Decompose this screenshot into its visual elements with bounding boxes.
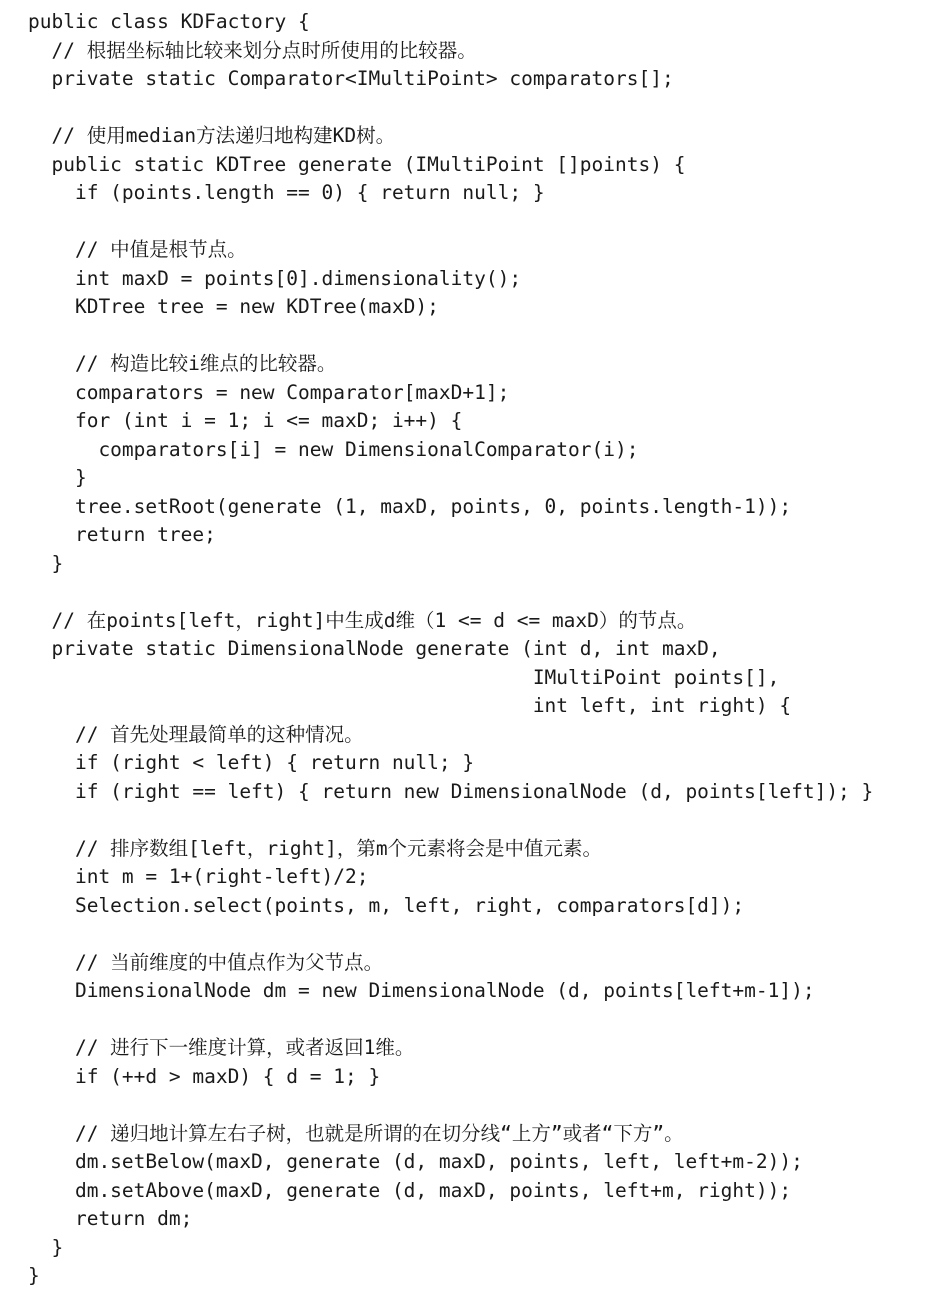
code-line-right-lt-left: if (right < left) { return null; } xyxy=(28,751,475,774)
code-line-close-brace: } xyxy=(28,466,87,489)
code-line-class-close: } xyxy=(28,1264,40,1287)
code-line-set-root: tree.setRoot(generate (1, maxD, points, 0, points.length-1)); xyxy=(28,494,792,518)
code-blank-line xyxy=(28,1006,923,1035)
code-blank-line xyxy=(28,322,923,351)
code-line-selection: Selection.select(points, m, left, right, comparators[d]); xyxy=(28,893,745,917)
code-line-class-decl: public class KDFactory { xyxy=(28,10,310,33)
code-line-close-brace: } xyxy=(28,1235,64,1259)
code-comment-build-comparators: // 构造比较i维点的比较器。 xyxy=(28,352,337,375)
code-comment-recurse: // 递归地计算左右子树，也就是所谓的在切分线“上方”或者“下方”。 xyxy=(28,1121,684,1145)
code-blank-line xyxy=(28,806,923,835)
code-line-set-above: dm.setAbove(maxD, generate (d, maxD, points, left+m, right)); xyxy=(28,1178,792,1202)
code-line-node-signature-1: private static DimensionalNode generate (int d, int maxD, xyxy=(28,637,721,660)
code-blank-line xyxy=(28,920,923,949)
code-line-generate-signature: public static KDTree generate (IMultiPoint []points) { xyxy=(28,152,686,176)
code-line-m-calc: int m = 1+(right-left)/2; xyxy=(28,865,369,888)
code-line-return-dm: return dm; xyxy=(28,1207,193,1230)
code-line-tree: KDTree tree = new KDTree(maxD); xyxy=(28,295,439,318)
code-comment-parent: // 当前维度的中值点作为父节点。 xyxy=(28,950,384,974)
code-comment-simple-case: // 首先处理最简单的这种情况。 xyxy=(28,722,364,746)
code-line-close-brace: } xyxy=(28,551,64,575)
code-comment-root: // 中值是根节点。 xyxy=(28,238,247,261)
code-comment-comparators: // 根据坐标轴比较来划分点时所使用的比较器。 xyxy=(28,38,477,62)
code-comment-sort: // 排序数组[left，right]，第m个元素将会是中值元素。 xyxy=(28,836,603,860)
code-line-comparator-assign: comparators[i] = new DimensionalComparator(i); xyxy=(28,437,639,461)
code-line-dm: DimensionalNode dm = new DimensionalNode (d, points[left+m-1]); xyxy=(28,979,815,1002)
code-line-right-eq-left: if (right == left) { return new DimensionalNode (d, points[left]); } xyxy=(28,779,874,803)
code-line-increment-d: if (++d > maxD) { d = 1; } xyxy=(28,1064,381,1088)
code-listing xyxy=(28,8,923,1291)
code-line-comparators-alloc: comparators = new Comparator[maxD+1]; xyxy=(28,380,510,404)
code-blank-line xyxy=(28,578,923,607)
code-blank-line xyxy=(28,1091,923,1120)
code-line-node-signature-3: int left, int right) { xyxy=(28,694,792,717)
code-comment-median: // 使用median方法递归地构建KD树。 xyxy=(28,124,396,147)
code-line-maxd: int maxD = points[0].dimensionality(); xyxy=(28,266,522,290)
code-comment-generate-node: // 在points[left，right]中生成d维（1 <= d <= maxD）的节点。 xyxy=(28,608,697,632)
code-line-return-tree: return tree; xyxy=(28,523,216,546)
code-line-set-below: dm.setBelow(maxD, generate (d, maxD, points, left, left+m-2)); xyxy=(28,1150,803,1173)
code-blank-line xyxy=(28,94,923,123)
code-line-comparators-field: private static Comparator<IMultiPoint> comparators[]; xyxy=(28,67,674,90)
code-comment-next-dim: // 进行下一维度计算，或者返回1维。 xyxy=(28,1036,415,1059)
code-blank-line xyxy=(28,208,923,237)
code-line-node-signature-2: IMultiPoint points[], xyxy=(28,665,780,689)
code-line-for-loop: for (int i = 1; i <= maxD; i++) { xyxy=(28,409,463,432)
code-line-empty-check: if (points.length == 0) { return null; } xyxy=(28,181,545,204)
